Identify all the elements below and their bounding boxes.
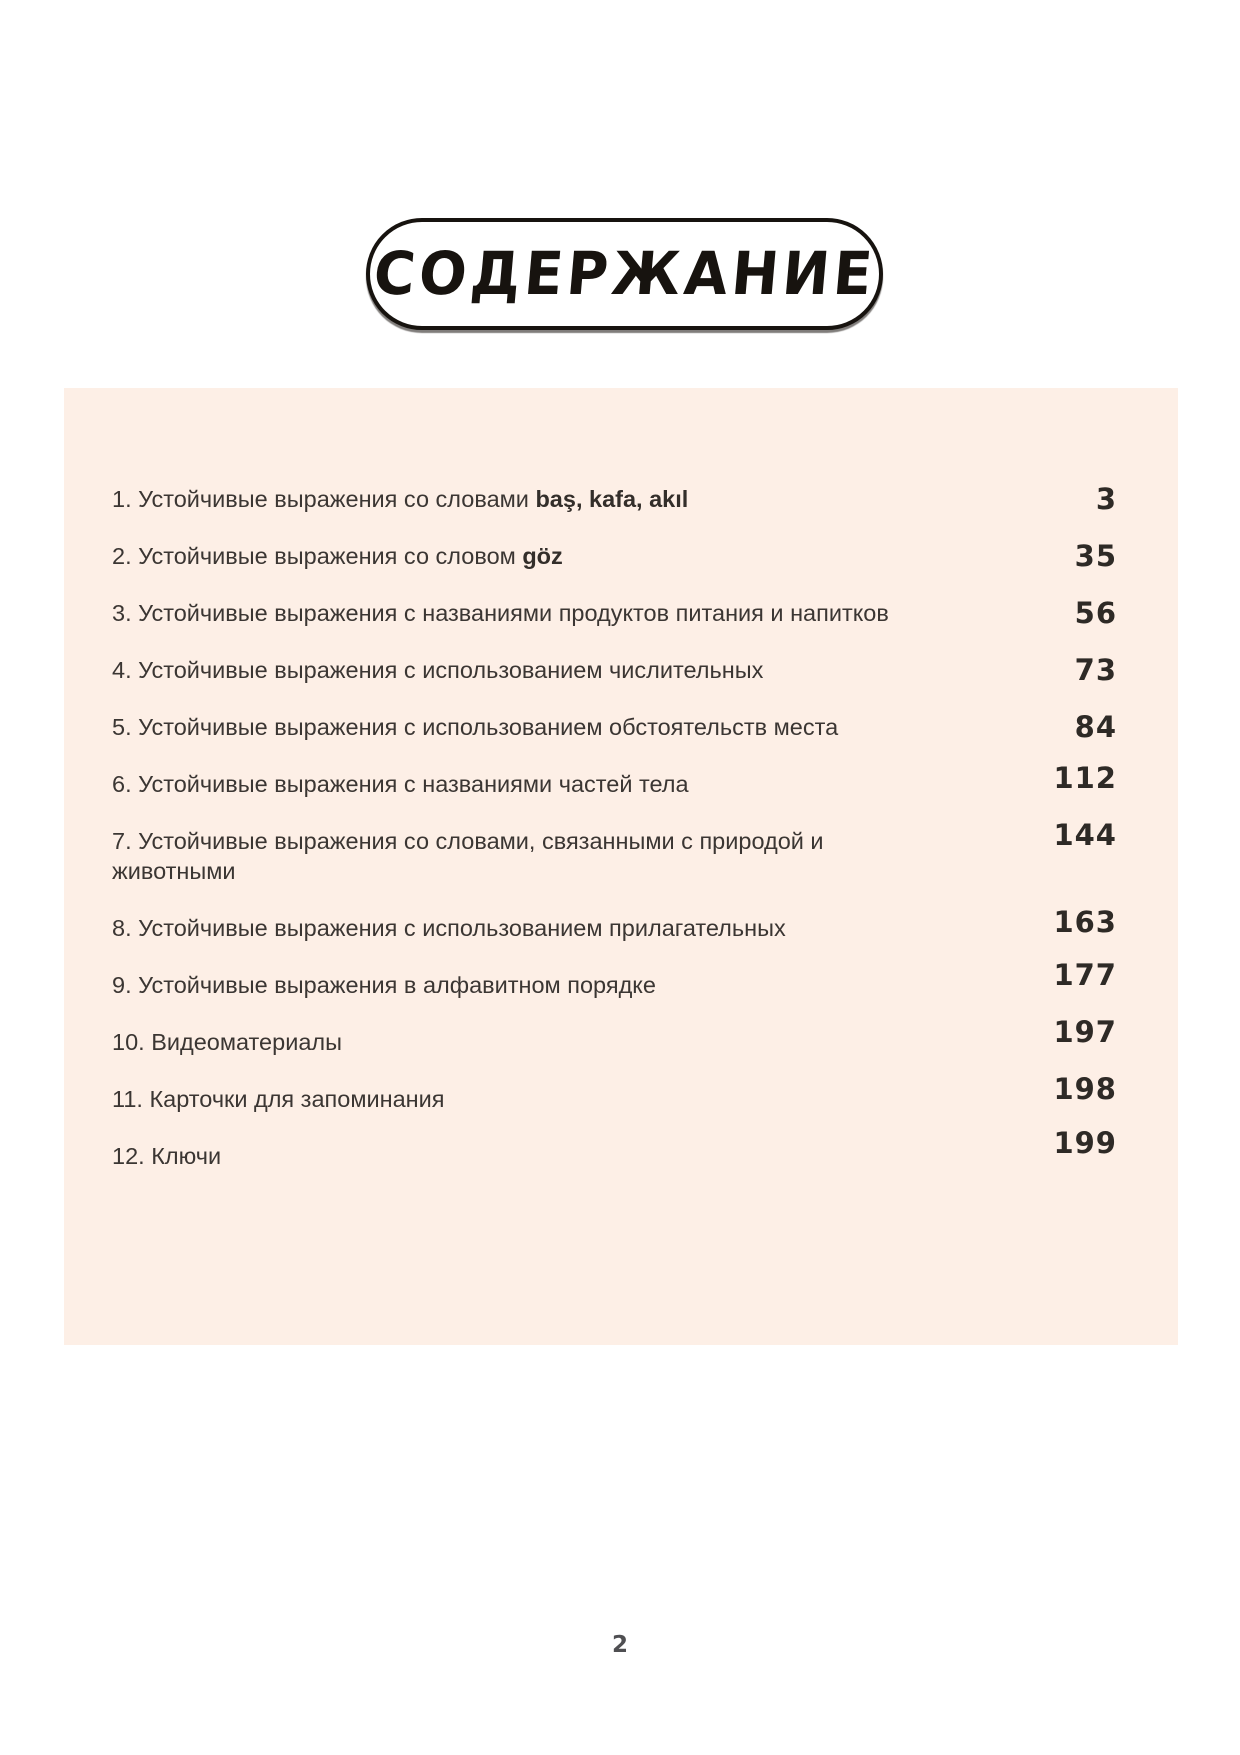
toc-row — [112, 958, 1117, 1000]
toc-item-page-number: 35 — [1074, 539, 1117, 573]
toc-item-text: 2. Устойчивые выражения со словом — [112, 543, 523, 569]
toc-item-label — [112, 1027, 342, 1057]
toc-item-page-number: 199 — [1053, 1126, 1117, 1160]
toc-item-text: 10. Видеоматериалы — [112, 1029, 342, 1055]
toc-item-text: 1. Устойчивые выражения со словами — [112, 486, 536, 512]
toc-item-page-number: 198 — [1053, 1072, 1117, 1106]
toc-item-text: 9. Устойчивые выражения в алфавитном порядке — [112, 972, 656, 998]
toc-item-label — [112, 769, 689, 799]
toc-row — [112, 1072, 1117, 1114]
toc-item-label — [112, 970, 656, 1000]
toc-row — [112, 712, 1117, 742]
toc-item-bold-text: göz — [522, 543, 563, 569]
toc-item-text: 12. Ключи — [112, 1143, 222, 1169]
page-title: СОДЕРЖАНИЕ — [370, 239, 879, 309]
toc-item-label — [112, 712, 838, 742]
toc-row — [112, 655, 1117, 685]
toc-item-page-number: 197 — [1053, 1015, 1117, 1049]
toc-item-label — [112, 655, 763, 685]
toc-item-text: 11. Карточки для запоминания — [112, 1086, 445, 1112]
toc-content-box — [64, 388, 1178, 1345]
toc-item-text: 8. Устойчивые выражения с использованием прилагательных — [112, 915, 786, 941]
toc-item-page-number: 112 — [1053, 761, 1117, 795]
toc-row — [112, 761, 1117, 799]
toc-row — [112, 541, 1117, 571]
toc-item-text: 3. Устойчивые выражения с названиями продуктов питания и напитков — [112, 600, 889, 626]
contents-title-badge — [366, 218, 883, 330]
toc-row — [112, 1015, 1117, 1057]
toc-item-text: 5. Устойчивые выражения с использованием обстоятельств места — [112, 714, 839, 740]
toc-item-label — [112, 598, 889, 628]
toc-item-label — [112, 484, 688, 514]
toc-item-label — [112, 1084, 444, 1114]
toc-row — [112, 1126, 1117, 1171]
toc-item-page-number: 84 — [1074, 710, 1117, 744]
toc-item-label — [112, 1141, 221, 1171]
toc-item-text: 4. Устойчивые выражения с использованием числительных — [112, 657, 764, 683]
toc-item-label — [112, 826, 952, 886]
toc-item-page-number: 56 — [1074, 596, 1117, 630]
toc-item-page-number: 73 — [1074, 653, 1117, 687]
toc-row — [112, 818, 1117, 886]
toc-item-page-number: 144 — [1053, 818, 1117, 852]
toc-row — [112, 598, 1117, 628]
toc-item-bold-text: baş, kafa, akıl — [535, 486, 689, 512]
toc-item-label — [112, 913, 786, 943]
toc-item-label — [112, 541, 563, 571]
toc-item-text: 6. Устойчивые выражения с названиями частей тела — [112, 771, 689, 797]
toc-item-page-number: 163 — [1053, 905, 1117, 939]
toc-item-page-number: 3 — [1095, 482, 1117, 516]
toc-item-page-number: 177 — [1053, 958, 1117, 992]
toc-item-text: 7. Устойчивые выражения со словами, связанными с природой и животными — [112, 828, 824, 884]
toc-row — [112, 484, 1117, 514]
footer-page-number: 2 — [611, 1632, 628, 1658]
toc-row — [112, 905, 1117, 943]
